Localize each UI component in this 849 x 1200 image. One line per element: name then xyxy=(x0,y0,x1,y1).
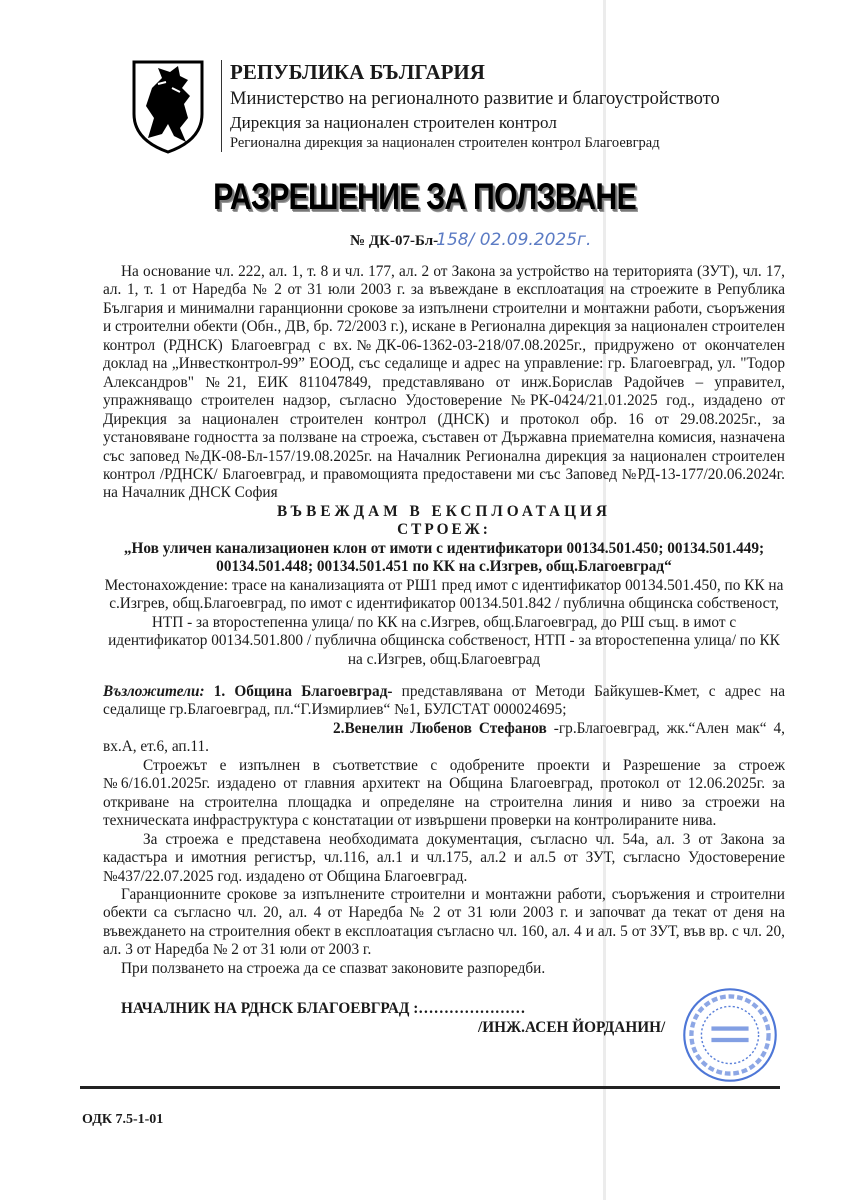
paragraph-regulations: При ползването на строежа да се спазват законовите разпоредби. xyxy=(121,959,546,977)
official-stamp-icon xyxy=(680,985,780,1085)
object-name: „Нов уличен канализационен клон от имоти с идентификатори 00134.501.450; 00134.501.449; 00134.501.448; 00134.501.451 по КК на с.Изгрев, общ.Благоевград“ xyxy=(123,539,765,576)
header-divider xyxy=(221,60,222,152)
assignor-1-name: 1. Община Благоевград- xyxy=(213,682,393,700)
document-number xyxy=(350,230,591,250)
header-country: РЕПУБЛИКА БЪЛГАРИЯ xyxy=(230,60,485,84)
document-body xyxy=(103,263,785,1037)
assignor-2-name: 2.Венелин Любенов Стефанов xyxy=(333,719,547,737)
footer-divider xyxy=(80,1086,780,1089)
paragraph-compliance: Строежът е изпълнен в съответствие с одобрените проекти и Разрешение за строеж №6/16.01.2025г. издадено от главния архитект на Община Благоевград, протокол от 12.06.2025г. за откриване на строителна площадка и определяне на строителна линия и ниво за строежи на техническата инфраструктура с констатации от извършени проверки на контролираните нива. xyxy=(103,756,785,830)
signature-title: НАЧАЛНИК НА РДНСК БЛАГОЕВГРАД :………………… xyxy=(121,1000,526,1018)
signature-name: /ИНЖ.АСЕН ЙОРДАНИН/ xyxy=(478,1018,666,1036)
assignors xyxy=(103,683,785,720)
object-label: СТРОЕЖ: xyxy=(397,521,491,539)
document-number-prefix: № ДК-07-Бл- xyxy=(350,233,439,249)
bulgarian-lion-crest-icon xyxy=(128,58,208,154)
header-regional: Регионална дирекция за национален строителен контрол Благоевград xyxy=(230,135,660,151)
document-title: РАЗРЕШЕНИЕ ЗА ПОЛЗВАНЕ xyxy=(213,176,636,217)
assignors-label: Възложители: xyxy=(103,682,205,700)
assignor-2 xyxy=(103,720,785,757)
paragraph-legal-basis: На основание чл. 222, ал. 1, т. 8 и чл. 177, ал. 2 от Закона за устройство на територията (ЗУТ), чл. 17, ал. 1, т. 1 от Наредба № 2 от 31 юли 2003 г. за въвеждане в експлоатация на строежите в Република България и минимални гаранционни срокове за изпълнени строителни и монтажни работи, съоръжения и строителни обекти (Обн., ДВ, бр. 72/2003 г.), искане в Регионална дирекция за национален строителен контрол (РДНСК) Благоевград с вх.№ДК-06-1362-03-218/07.08.2025г., придружено от окончателен доклад на „Инвестконтрол-99” ЕООД, със седалище и адрес на управление: гр. Благоевград, ул. "Тодор Александров" №21, ЕИК 811047849, представлявано от инж.Борислав Радойчев – управител, упражняващо строителен надзор, съгласно Удостоверение №РК-0424/21.01.2025 год., издадено от Дирекция за национален строителен контрол (ДНСК) и протокол обр. 16 от 29.08.2025г., за установяване годността за ползване на строежа, съставен от Държавна приемателна комисия, назначена със заповед №ДК-08-Бл-157/19.08.2025г. на Началник Регионална дирекция за национален строителен контрол /РДНСК/ Благоевград, и правомощията предоставени ми със Заповед №РД-13-177/20.06.2024г. на Началник ДНСК София xyxy=(103,263,785,502)
object-location: Местонахождение: трасе на канализацията от РШ1 пред имот с идентификатор 00134.501.450, по КК на с.Изгрев, общ.Благоевград, по имот с идентификатор 00134.501.842 / публична общинска собственост, НТП - за второстепенна улица/ по КК на с.Изгрев, общ.Благоевград, до РШ същ. в имот с идентификатор 00134.501.800 / публична общинска собственост, НТП - за второстепенна улица/ по КК на с.Изгрев, общ.Благоевград xyxy=(104,576,784,668)
header-ministry: Министерство на регионалното развитие и благоустройството xyxy=(230,89,720,109)
header-directorate: Дирекция за национален строителен контрол xyxy=(230,113,557,132)
footer-code: ОДК 7.5-1-01 xyxy=(82,1112,164,1127)
paragraph-warranty: Гаранционните срокове за изпълнените строителни и монтажни работи, съоръжения и строителни обекти са съгласно чл. 20, ал. 4 от Наредба № 2 от 31 юли 2003 г. и започват да текат от деня на въвеждането на строителния обект в експлоатация съгласно чл. 160, ал. 4 и ал. 5 от ЗУТ, във вр. с чл. 20, ал. 3 от Наредба № 2 от 31 юли от 2003 г. xyxy=(103,885,785,959)
assignor-1-details: представлявана от Методи Байкушев-Кмет, с адрес на седалище гр.Благоевград, пл.“Г.Измирлиев“ №1, БУЛСТАТ 000024695; xyxy=(103,682,785,719)
assignor-2-details: -гр.Благоевград, жк.“Ален мак“ 4, вх.А, ет.6, ап.11. xyxy=(103,719,785,756)
paragraph-documentation: За строежа е представена необходимата документация, съгласно чл. 54а, ал. 3 от Закона за кадастъра и имотния регистър, чл.116, ал.1 и чл.175, ал.2 и ал.5 от ЗУТ, съгласно Удостоверение №437/22.07.2025 год. издадено от Община Благоевград. xyxy=(103,830,785,885)
decree-heading: ВЪВЕЖДАМ В ЕКСПЛОАТАЦИЯ xyxy=(277,502,611,520)
document-number-handwritten: 158/ 02.09.2025г. xyxy=(436,230,592,250)
